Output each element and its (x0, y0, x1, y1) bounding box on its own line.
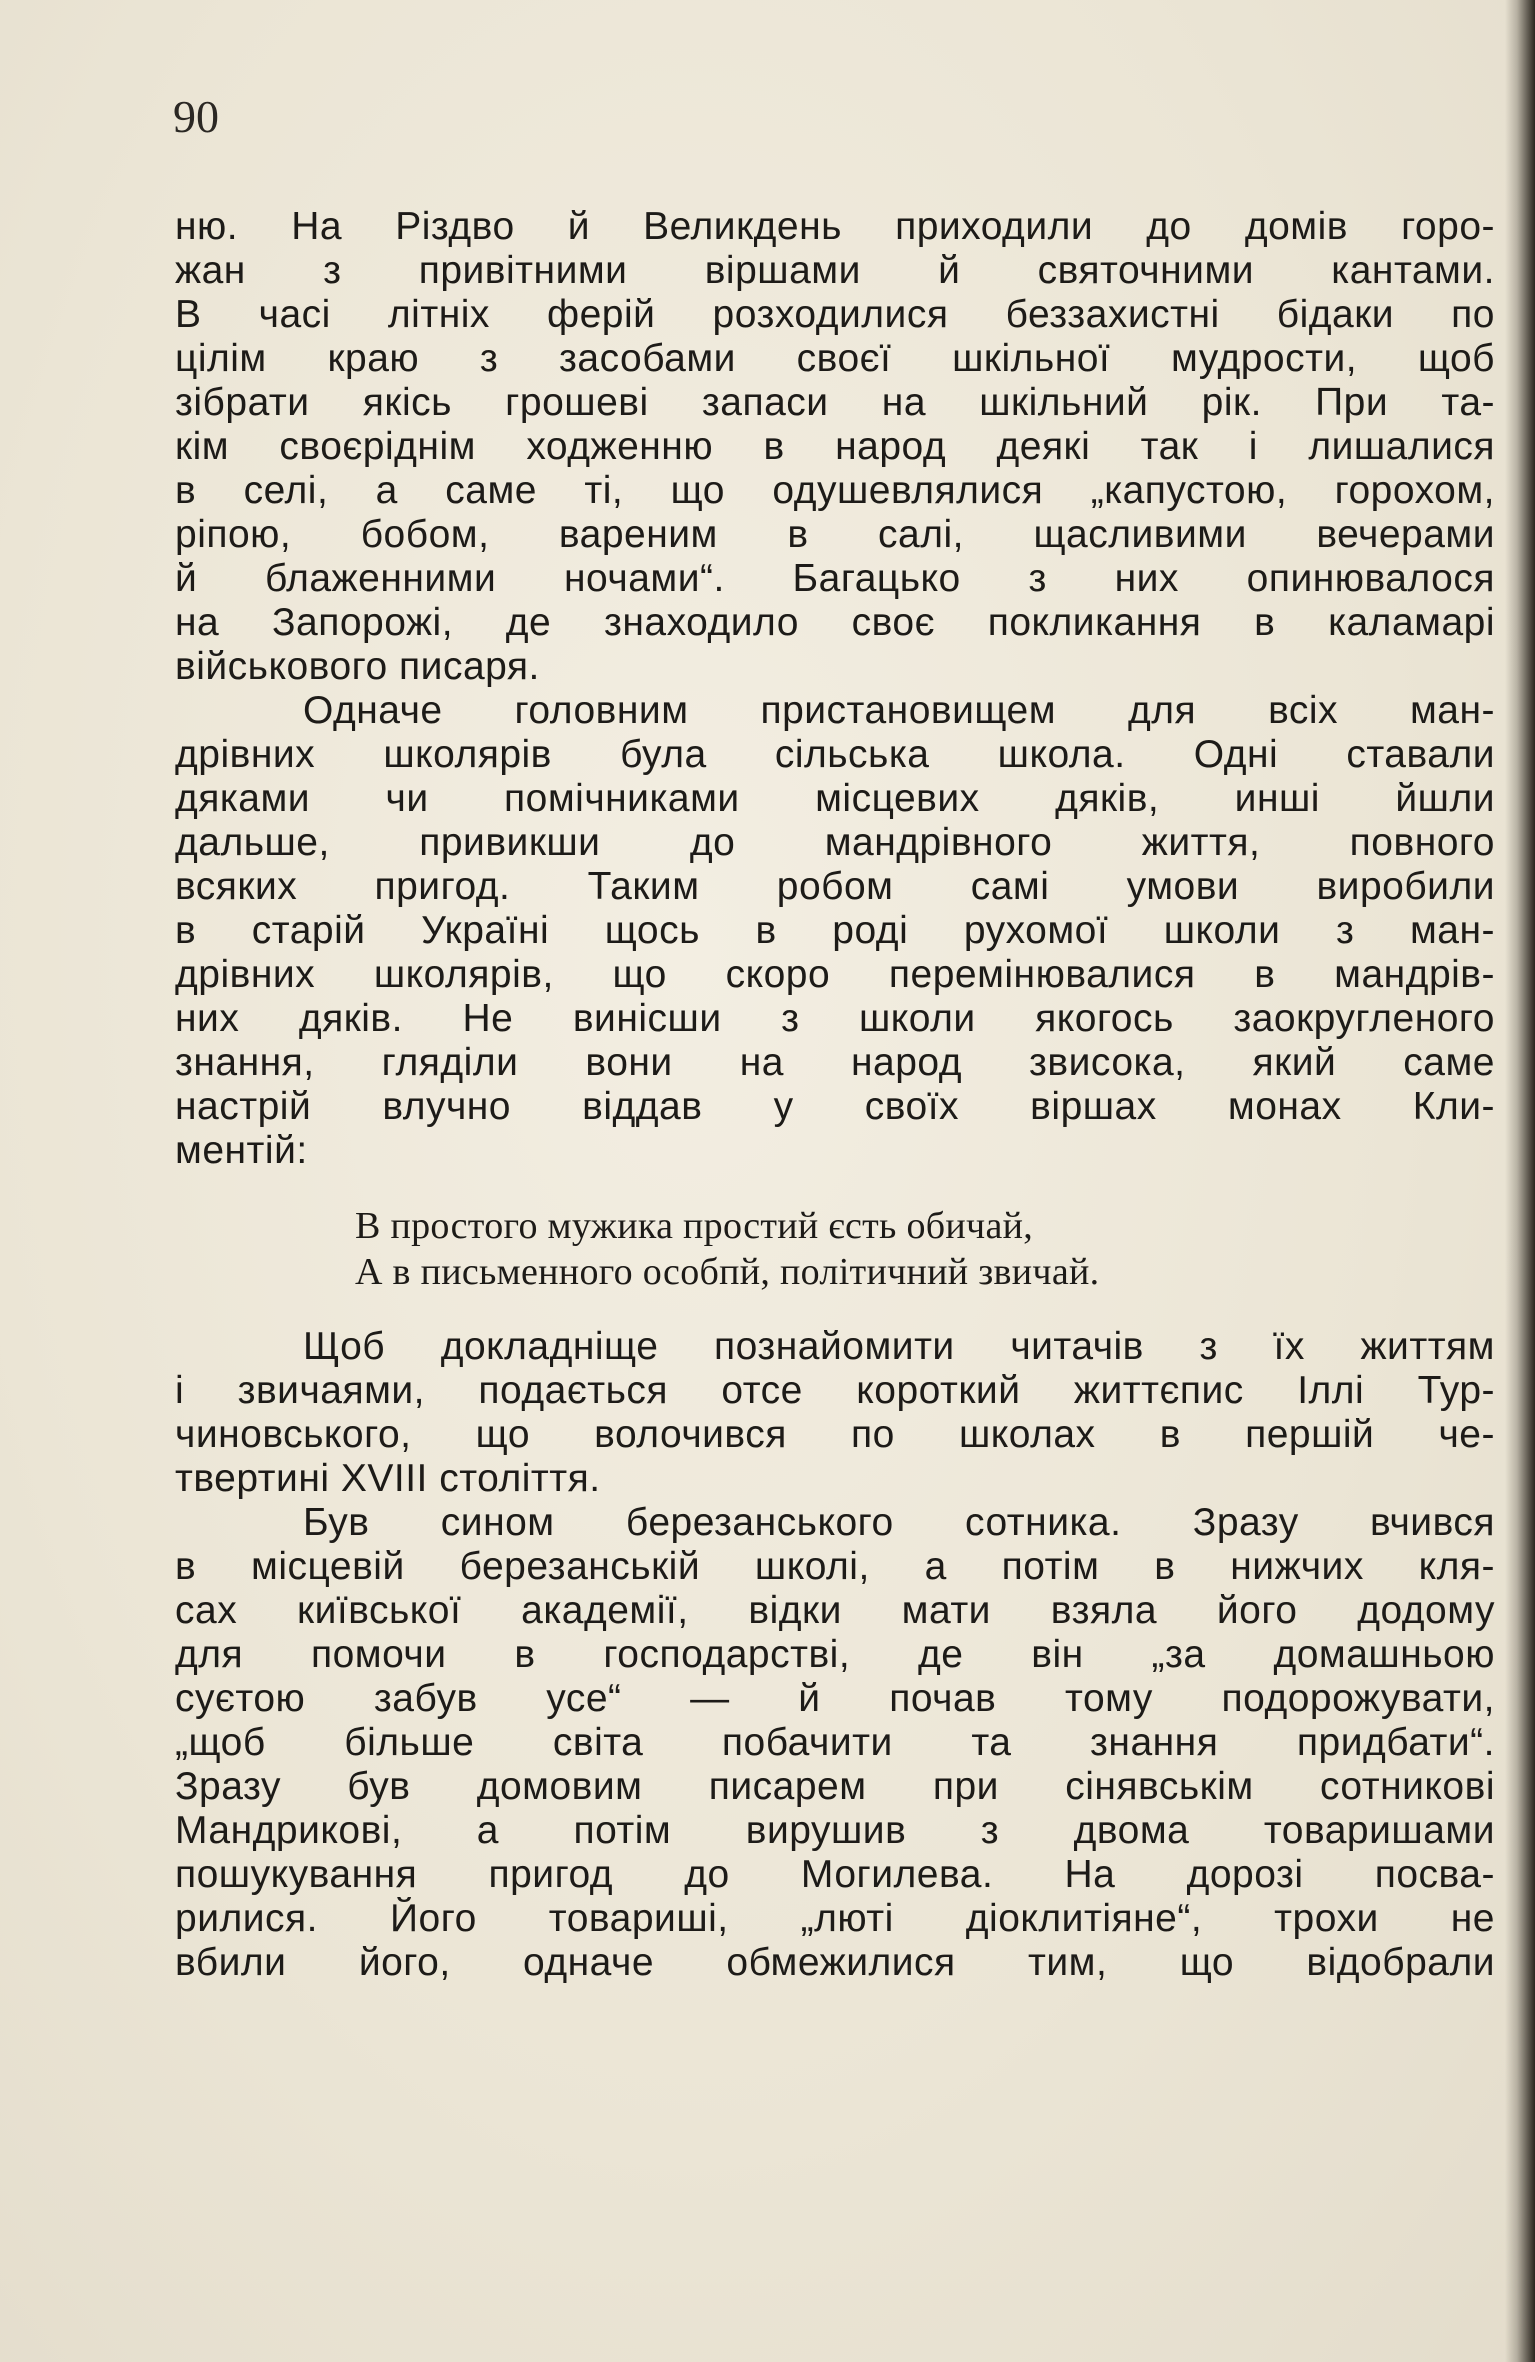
page-binding-shadow (1505, 0, 1535, 2362)
paragraph-2 (175, 689, 1495, 1173)
text-line: Мандрикові, а потім вирушив з двома товаришами (175, 1809, 1495, 1852)
text-line: всяких пригод. Таким робом самі умови виробили (175, 865, 1495, 908)
text-line: цілім краю з засобами своєї шкільної мудрости, щоб (175, 337, 1495, 380)
text-line: „щоб більше світа побачити та знання придбати“. (175, 1721, 1495, 1764)
text-line: них дяків. Не винісши з школи якогось заокругленого (175, 997, 1495, 1040)
text-line: В часі літніх ферій розходилися беззахистні бідаки по (175, 293, 1495, 336)
text-line: твертині XVIII століття. (175, 1457, 601, 1500)
text-line: дяками чи помічниками місцевих дяків, инші йшли (175, 777, 1495, 820)
text-line: настрій влучно віддав у своїх віршах монах Кли- (175, 1085, 1495, 1128)
text-line: кім своєріднім ходженню в народ деякі так і лишалися (175, 425, 1495, 468)
text-line: чиновського, що волочився по школах в першій че- (175, 1413, 1495, 1456)
text-line: і звичаями, подається отсе короткий життєпис Іллі Тур- (175, 1369, 1495, 1412)
paragraph-4 (175, 1501, 1495, 1985)
text-line: Був сином березанського сотника. Зразу вчився (303, 1501, 1495, 1544)
text-body (175, 205, 1495, 1985)
text-line: знання, гляділи вони на народ звисока, який саме (175, 1041, 1495, 1084)
text-line: в старій Україні щось в роді рухомої школи з ман- (175, 909, 1495, 952)
text-line: в місцевій березанській школі, а потім в нижчих кля- (175, 1545, 1495, 1588)
text-line: військового писаря. (175, 645, 540, 688)
text-line: сах київської академії, відки мати взяла його додому (175, 1589, 1495, 1632)
text-line: дрівних школярів, що скоро перемінювалися в мандрів- (175, 953, 1495, 996)
page-number: 90 (173, 91, 219, 142)
verse-quote (175, 1203, 1495, 1295)
text-line: вбили його, одначе обмежилися тим, що відобрали (175, 1941, 1495, 1984)
text-line: й блаженними ночами“. Багацько з них опинювалося (175, 557, 1495, 600)
text-line: Зразу був домовим писарем при сінявськім сотникові (175, 1765, 1495, 1808)
verse-line: В простого мужика простий єсть обичай, (355, 1205, 1034, 1247)
text-line: дальше, привикши до мандрівного життя, повного (175, 821, 1495, 864)
text-line: ментій: (175, 1129, 308, 1172)
text-line: рилися. Його товариші, „люті діоклитіяне“, трохи не (175, 1897, 1495, 1940)
text-line: дрівних школярів була сільська школа. Одні ставали (175, 733, 1495, 776)
verse-line: А в письменного особпй, політичний звичай. (355, 1251, 1100, 1293)
text-line: на Запорожі, де знаходило своє покликання в каламарі (175, 601, 1495, 644)
text-line: ріпою, бобом, вареним в салі, щасливими вечерами (175, 513, 1495, 556)
text-line: зібрати якісь грошеві запаси на шкільний рік. При та- (175, 381, 1495, 424)
paragraph-3 (175, 1325, 1495, 1501)
text-line: пошукування пригод до Могилева. На дорозі посва- (175, 1853, 1495, 1896)
paragraph-1 (175, 205, 1495, 689)
text-line: жан з привітними віршами й святочними кантами. (175, 249, 1495, 292)
text-line: в селі, а саме ті, що одушевлялися „капустою, горохом, (175, 469, 1495, 512)
text-line: ню. На Різдво й Великдень приходили до домів горо- (175, 205, 1495, 248)
text-line: Одначе головним пристановищем для всіх ман- (303, 689, 1495, 732)
text-line: для помочи в господарстві, де він „за домашньою (175, 1633, 1495, 1676)
text-line: суєтою забув усе“ — й почав тому подорожувати, (175, 1677, 1495, 1720)
text-line: Щоб докладніще познайомити читачів з їх життям (303, 1325, 1495, 1368)
